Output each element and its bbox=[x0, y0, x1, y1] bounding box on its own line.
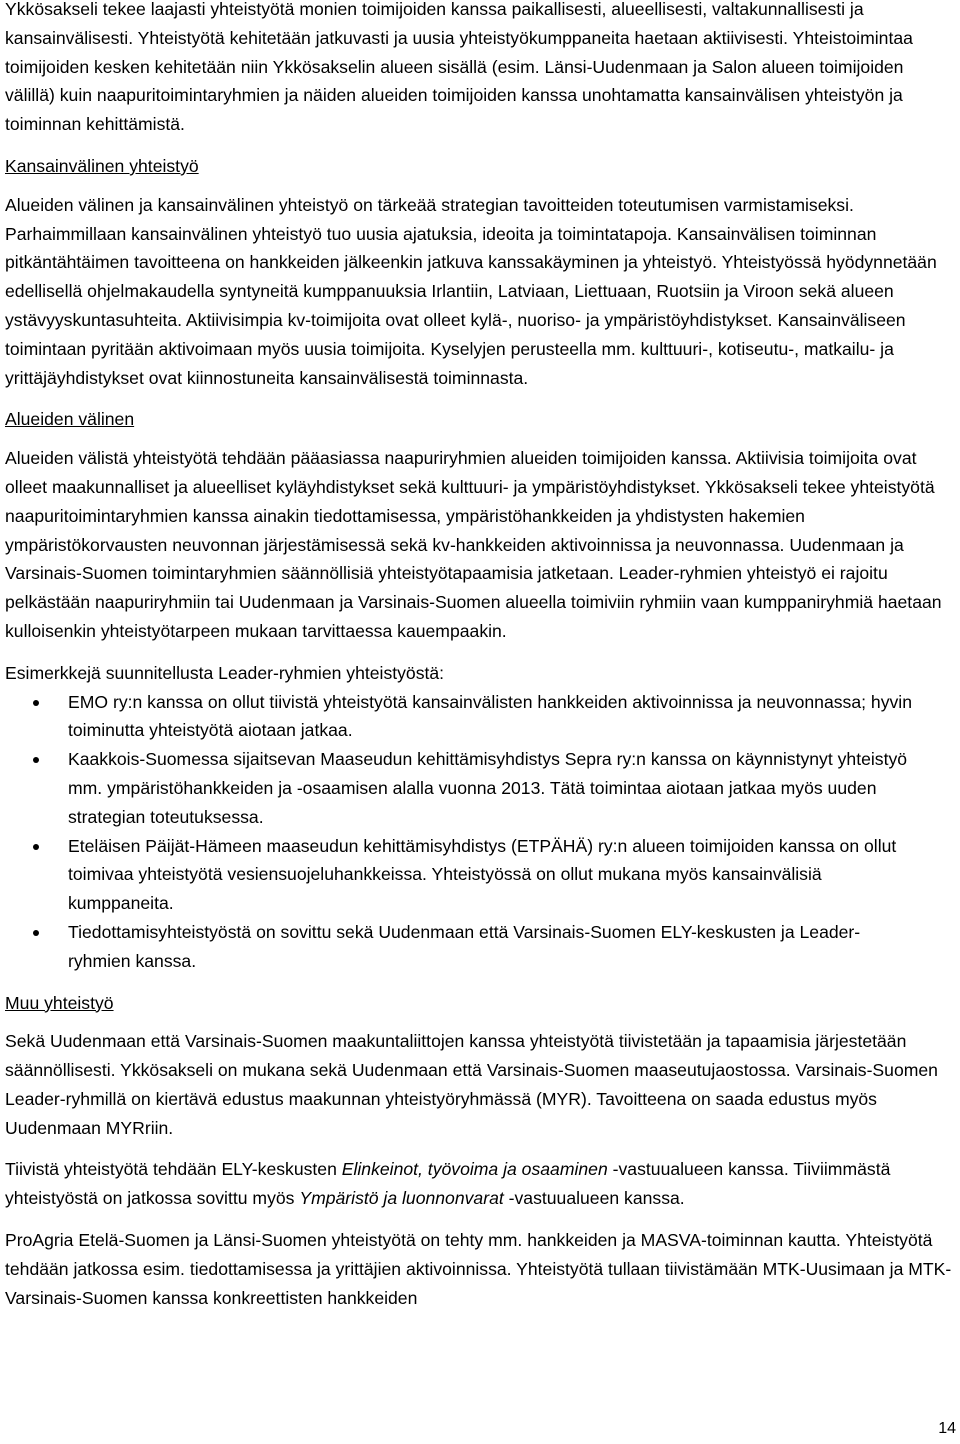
list-item-text: EMO ry:n kanssa on ollut tiivistä yhteistyötä kansainvälisten hankkeiden aktivoinnissa ja neuvonnassa; hyvin toiminutta yhteistyötä aiotaan jatkaa. bbox=[68, 691, 912, 741]
list-item bbox=[5, 918, 955, 976]
section-heading-other: Muu yhteistyö bbox=[5, 992, 114, 1013]
list-item bbox=[5, 832, 955, 918]
other-paragraph-2 bbox=[5, 1155, 955, 1213]
list-item-text: Eteläisen Päijät-Hämeen maaseudun kehittämisyhdistys (ETPÄHÄ) ry:n alueen toimijoiden kanssa on ollut toimivaa yhteistyötä vesiensuojeluhankkeissa. Yhteistyössä on ollut mukana myös kansainvälisiä kumppaneita. bbox=[68, 835, 897, 914]
italic-term: Ympäristö ja luonnonvarat bbox=[299, 1188, 504, 1209]
page-number: 14 bbox=[938, 1420, 956, 1437]
examples-list bbox=[5, 688, 955, 976]
list-item-text: Kaakkois-Suomessa sijaitsevan Maaseudun kehittämisyhdistys Sepra ry:n kanssa on käynnistynyt yhteistyö mm. ympäristöhankkeiden ja -osaamisen alalla vuonna 2013. Tätä toimintaa aiotaan jatkaa myös uuden strategian toteutuksessa. bbox=[68, 749, 908, 827]
page-content bbox=[5, 0, 955, 1312]
other-paragraph-3: ProAgria Etelä-Suomen ja Länsi-Suomen yhteistyötä on tehty mm. hankkeiden ja MASVA-toiminnan kautta. Yhteistyötä tehdään jatkossa esim. tiedottamisessa ja yrittäjien aktivoinnissa. Yhteistyötä tullaan tiivistämään MTK-Uusimaan ja MTK-Varsinais-Suomen kanssa konkreettisten hankkeiden bbox=[5, 1230, 952, 1308]
bullet-icon bbox=[33, 844, 39, 850]
text-span: -vastuualueen kanssa. bbox=[503, 1188, 685, 1209]
international-paragraph: Alueiden välinen ja kansainvälinen yhteistyö on tärkeää strategian tavoitteiden toteutumisen varmistamiseksi. Parhaimmillaan kansainvälinen yhteistyö tuo uusia ajatuksia, ideoita ja toimintatapoja. Kansainvälisen toiminnan pitkäntähtäimen tavoitteena on hankkeiden jälkeenkin jatkuva kanssakäyminen ja yhteistyö. Yhteistyössä hyödynnetään edellisellä ohjelmakaudella syntyneitä kumppanuuksia Irlantiin, Latviaan, Liettuaan, Ruotsiin ja Viroon sekä alueen ystävyyskuntasuhteita. Aktiivisimpia kv-toimijoita ovat olleet kylä-, nuoriso- ja ympäristöyhdistykset. Kansainväliseen toimintaan pyritään aktivoimaan myös uusia toimijoita. Kyselyjen perusteella mm. kulttuuri-, kotiseutu-, matkailu- ja yrittäjäyhdistykset ovat kiinnostuneita kansainvälisestä toiminnasta. bbox=[5, 194, 937, 388]
list-item bbox=[5, 745, 955, 831]
italic-term: Elinkeinot, työvoima ja osaaminen bbox=[341, 1159, 608, 1180]
section-heading-international: Kansainvälinen yhteistyö bbox=[5, 155, 199, 176]
text-span: Tiivistä yhteistyötä tehdään ELY-keskusten bbox=[5, 1159, 342, 1180]
list-item-text: Tiedottamisyhteistyöstä on sovittu sekä Uudenmaan että Varsinais-Suomen ELY-keskusten ja Leader-ryhmien kanssa. bbox=[68, 921, 861, 971]
section-heading-interregional: Alueiden välinen bbox=[5, 409, 135, 430]
bullet-icon bbox=[33, 930, 39, 936]
other-paragraph-1: Sekä Uudenmaan että Varsinais-Suomen maakuntaliittojen kanssa yhteistyötä tiivistetään ja tapaamisia järjestetään säännöllisesti. Ykkösakseli on mukana sekä Uudenmaan että Varsinais-Suomen maaseutujaostossa. Varsinais-Suomen Leader-ryhmillä on kiertävä edustus maakunnan yhteistyöryhmässä (MYR). Tavoitteena on saada edustus myös Uudenmaan MYRriin. bbox=[5, 1031, 938, 1138]
bullet-icon bbox=[33, 757, 39, 763]
text-span: -vastuualueen kanssa. Tiiviimmästä yhteistyöstä on jatkossa sovittu myös bbox=[5, 1159, 891, 1209]
bullet-icon bbox=[33, 700, 39, 706]
intro-paragraph: Ykkösakseli tekee laajasti yhteistyötä monien toimijoiden kanssa paikallisesti, alueellisesti, valtakunnallisesti ja kansainvälisesti. Yhteistyötä kehitetään jatkuvasti ja uusia yhteistyökumppaneita haetaan aktiivisesti. Yhteistoimintaa toimijoiden kesken kehitetään niin Ykkösakselin alueen sisällä (esim. Länsi-Uudenmaan ja Salon alueen toimijoiden välillä) kuin naapuritoimintaryhmien ja näiden alueiden toimijoiden kanssa unohtamatta kansainvälisen yhteistyön ja toiminnan kehittämistä. bbox=[5, 0, 913, 135]
examples-intro: Esimerkkejä suunnitellusta Leader-ryhmien yhteistyöstä: bbox=[5, 662, 445, 683]
list-item bbox=[5, 688, 955, 746]
interregional-paragraph: Alueiden välistä yhteistyötä tehdään pääasiassa naapuriryhmien alueiden toimijoiden kanssa. Aktiivisia toimijoita ovat olleet maakunnalliset ja alueelliset kyläyhdistykset sekä kulttuuri- ja ympäristöyhdistykset. Ykkösakseli tekee yhteistyötä naapuritoimintaryhmien kanssa ainakin tiedottamisessa, ympäristöhankkeiden ja yhdistysten hakemien ympäristökorvausten neuvonnan järjestämisessä sekä kv-hankkeiden aktivoinnissa ja neuvonnassa. Uudenmaan ja Varsinais-Suomen toimintaryhmien säännöllisiä yhteistyötapaamisia jatketaan. Leader-ryhmien yhteistyö ei rajoitu pelkästään naapuriryhmiin tai Uudenmaan ja Varsinais-Suomen alueella toimiviin ryhmiin vaan kumppaniryhmiä haetaan kulloisenkin yhteistyötarpeen mukaan tarvittaessa kauempaakin. bbox=[5, 448, 942, 641]
